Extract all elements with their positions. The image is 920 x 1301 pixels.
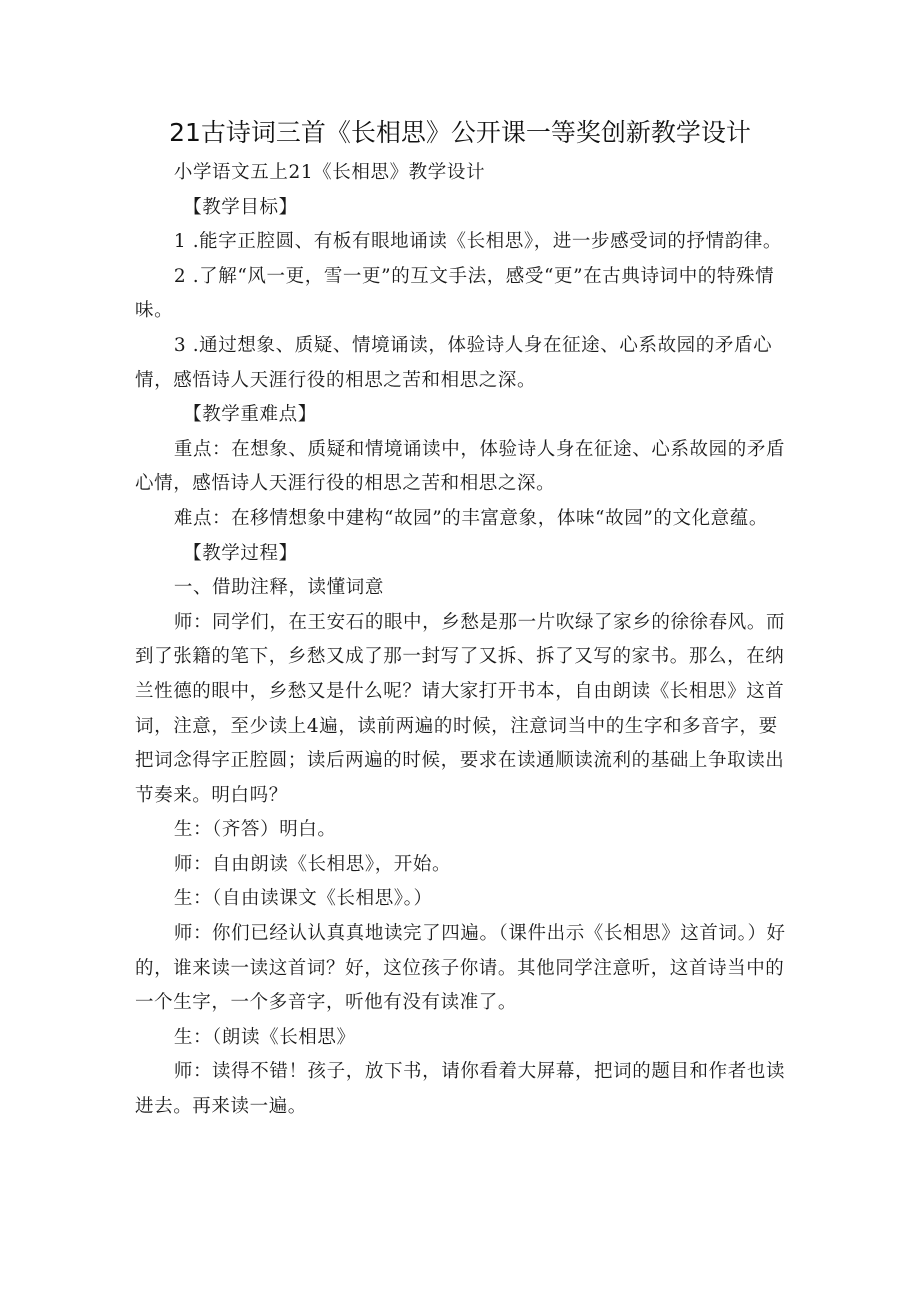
paragraph: 小学语文五上21《长相思》教学设计 bbox=[173, 162, 486, 183]
paragraph: 师：你们已经认认真真地读完了四遍。（课件出示《长相思》这首词。）好的，谁来读一读这首词？好，这位孩子你请。其他同学注意听，这首诗当中的一个生字，一个多音字，听他有没有读准了。 bbox=[135, 923, 786, 1014]
document-body bbox=[135, 156, 795, 1125]
paragraph: 3 .通过想象、质疑、情境诵读，体验诗人身在征途、心系故园的矛盾心情，感悟诗人天涯行役的相思之苦和相思之深。 bbox=[135, 334, 773, 391]
section-heading: 【教学重难点】 bbox=[183, 404, 317, 426]
paragraph: 师：读得不错！孩子，放下书，请你看着大屏幕，把词的题目和作者也读进去。再来读一遍。 bbox=[135, 1061, 786, 1118]
paragraph: 师：同学们，在王安石的眼中，乡愁是那一片吹绿了家乡的徐徐春风。而到了张籍的笔下，乡愁又成了那一封写了又拆、拆了又写的家书。那么，在纳兰性德的眼中，乡愁又是什么呢？请大家打开书本，自由朗读《长相思》这首词，注意，至少读上4遍，读前两遍的时候，注意词当中的生字和多音字，要把词念得字正腔圆；读后两遍的时候，要求在读通顺读流利的基础上争取读出节奏来。明白吗？ bbox=[135, 611, 786, 806]
document-title: 21古诗词三首《长相思》公开课一等奖创新教学设计 bbox=[169, 118, 751, 147]
paragraph: 2 .了解“风一更，雪一更”的互文手法，感受“更”在古典诗词中的特殊情味。 bbox=[135, 265, 775, 322]
paragraph: 生：（自由读课文《长相思》。） bbox=[173, 888, 433, 910]
section-heading: 【教学目标】 bbox=[183, 196, 298, 218]
paragraph: 难点：在移情想象中建构“故园”的丰富意象，体味“故园”的文化意蕴。 bbox=[173, 507, 768, 529]
paragraph: 生：（朗读《长相思》 bbox=[173, 1026, 356, 1048]
paragraph: 1 .能字正腔圆、有板有眼地诵读《长相思》，进一步感受词的抒情韵律。 bbox=[173, 231, 783, 253]
paragraph: 重点：在想象、质疑和情境诵读中，体验诗人身在征途、心系故园的矛盾心情，感悟诗人天涯行役的相思之苦和相思之深。 bbox=[135, 438, 786, 495]
section-heading: 【教学过程】 bbox=[183, 542, 298, 564]
paragraph: 一、借助注释，读懂词意 bbox=[173, 577, 384, 599]
paragraph: 师：自由朗读《长相思》，开始。 bbox=[173, 853, 452, 875]
paragraph: 生：（齐答）明白。 bbox=[173, 819, 337, 841]
